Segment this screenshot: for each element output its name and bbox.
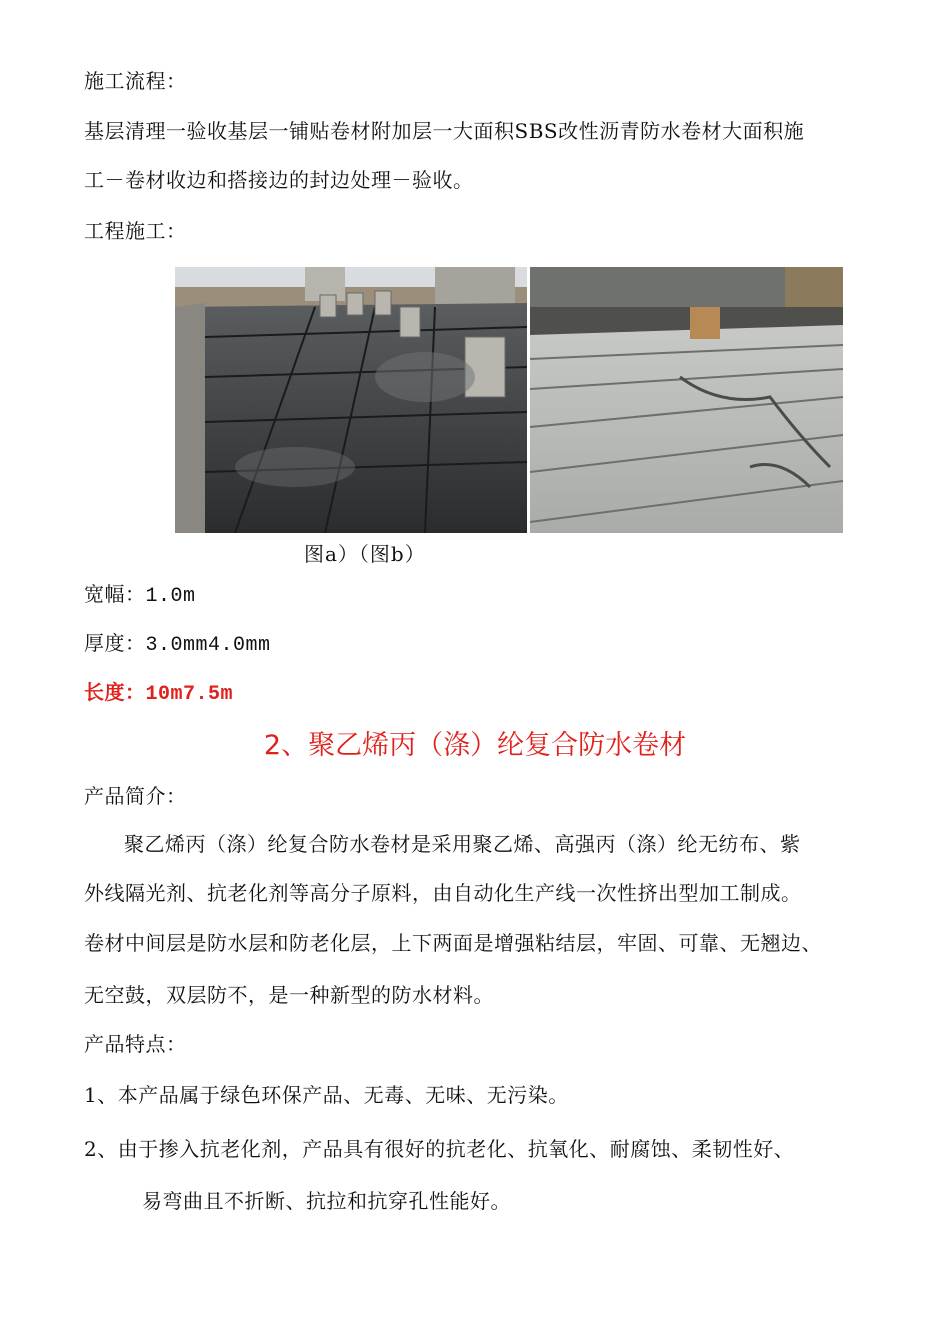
construction-photos xyxy=(175,267,843,533)
intro-line-4: 无空鼓，双层防不，是一种新型的防水材料。 xyxy=(84,983,494,1007)
product2-title: 2、聚乙烯丙（涤）纶复合防水卷材 xyxy=(263,730,687,761)
photo-a-roof-image xyxy=(175,267,527,533)
feature-2-line-1: 2、由于掺入抗老化剂，产品具有很好的抗老化、抗氧化、耐腐蚀、柔韧性好、 xyxy=(84,1137,795,1161)
process-line-1: 基层清理一验收基层一铺贴卷材附加层一大面积SBS改性沥青防水卷材大面积施 xyxy=(84,119,805,143)
photo-b-roof-image xyxy=(530,267,843,533)
intro-line-1: 聚乙烯丙（涤）纶复合防水卷材是采用聚乙烯、高强丙（涤）纶无纺布、紫 xyxy=(124,832,801,856)
spec-width: 宽幅：1.0m xyxy=(84,585,196,608)
feature-2-line-2: 易弯曲且不折断、抗拉和抗穿孔性能好。 xyxy=(142,1189,511,1213)
spec-length: 长度：10m7.5m xyxy=(84,683,234,706)
intro-line-2: 外线隔光剂、抗老化剂等高分子原料，由自动化生产线一次性挤出型加工制成。 xyxy=(84,881,802,905)
features-label: 产品特点： xyxy=(84,1032,187,1056)
intro-line-3: 卷材中间层是防水层和防老化层，上下两面是增强粘结层，牢固、可靠、无翘边、 xyxy=(84,931,822,955)
intro-label: 产品简介： xyxy=(84,784,187,808)
feature-1: 1、本产品属于绿色环保产品、无毒、无味、无污染。 xyxy=(84,1083,569,1107)
photo-caption: 图a）（图b） xyxy=(304,542,426,566)
process-label: 施工流程： xyxy=(84,69,187,93)
process-line-2: 工－卷材收边和搭接边的封边处理－验收。 xyxy=(84,168,474,192)
construction-label: 工程施工： xyxy=(84,219,187,243)
photo-b xyxy=(530,267,843,533)
spec-thickness: 厚度：3.0mm4.0mm xyxy=(84,634,271,657)
photo-a xyxy=(175,267,527,533)
